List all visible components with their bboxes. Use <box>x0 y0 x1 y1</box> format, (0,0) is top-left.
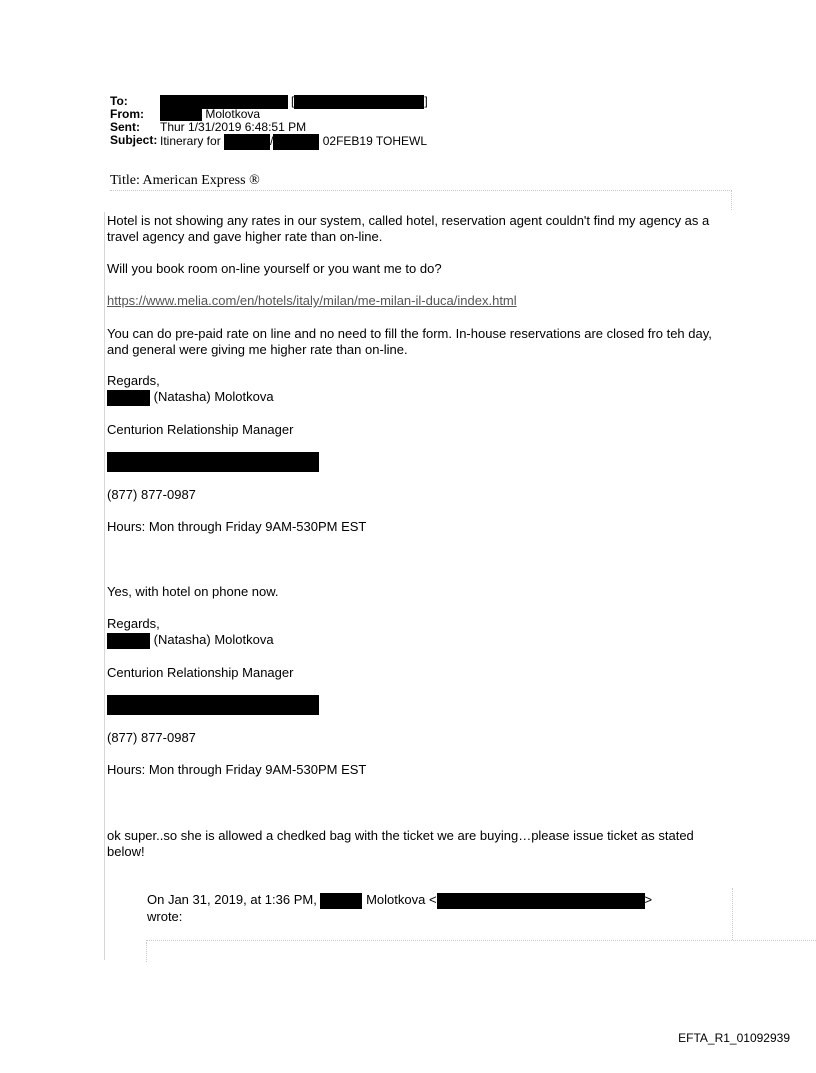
from-name: Molotkova <box>205 107 261 121</box>
redaction-box <box>107 390 150 406</box>
message2-phone: (877) 877-0987 <box>107 730 196 745</box>
signature-name: (Natasha) Molotkova <box>153 389 274 404</box>
message1-hours: Hours: Mon through Friday 9AM-530PM EST <box>107 519 367 534</box>
message2-body: Yes, with hotel on phone now. <box>107 584 279 599</box>
email-frame-border <box>104 212 105 960</box>
quote-header <box>147 892 727 925</box>
redaction-box <box>224 134 270 150</box>
message3-body: ok super..so she is allowed a chedked bag with the ticket we are buying…please issue ticket as stated below! <box>107 828 694 859</box>
subject-value: Itinerary for / 02FEB19 TOHEWL <box>160 134 427 149</box>
message1-role: Centurion Relationship Manager <box>107 422 294 437</box>
document-title: Title: American Express ® <box>110 173 260 188</box>
to-address: [ ] <box>291 94 428 109</box>
quote-wrote: wrote: <box>147 908 183 924</box>
message1-para2: Will you book room on-line yourself or you want me to do? <box>107 261 442 276</box>
redaction-box <box>320 893 362 909</box>
quote-frame-border <box>146 940 816 941</box>
message1-phone: (877) 877-0987 <box>107 487 196 502</box>
quote-frame-border <box>146 942 147 962</box>
from-label: From: <box>110 107 144 121</box>
redaction-box <box>294 95 424 109</box>
signature-name: (Natasha) Molotkova <box>153 632 274 647</box>
redaction-box <box>437 893 645 909</box>
subject-label: Subject: <box>110 133 158 147</box>
quote-name: Molotkova < <box>366 892 437 907</box>
message1-para1: Hotel is not showing any rates in our system, called hotel, reservation agent couldn't find my agency as a travel agency and gave higher rate than on-line. <box>107 213 710 244</box>
message2-regards: Regards, <box>107 616 160 631</box>
hotel-link[interactable]: https://www.melia.com/en/hotels/italy/milan/me-milan-il-duca/index.html <box>107 293 517 308</box>
sent-value: Thur 1/31/2019 6:48:51 PM <box>160 120 307 134</box>
redaction-box <box>107 695 319 715</box>
subject-suffix: 02FEB19 TOHEWL <box>322 134 427 149</box>
message1-para3: You can do pre-paid rate on line and no need to fill the form. In-house reservations are closed fro teh day, and general were giving me higher rate than on-line. <box>107 326 712 357</box>
message2-signature <box>107 632 737 649</box>
message1-regards: Regards, <box>107 373 160 388</box>
message1-signature <box>107 389 737 406</box>
quote-prefix: On Jan 31, 2019, at 1:36 PM, <box>147 892 317 907</box>
message2-hours: Hours: Mon through Friday 9AM-530PM EST <box>107 762 367 777</box>
to-label: To: <box>110 94 128 108</box>
document-id: EFTA_R1_01092939 <box>678 1031 790 1045</box>
subject-prefix: Itinerary for <box>160 134 221 149</box>
quote-frame-border <box>732 888 733 940</box>
redaction-box <box>107 452 319 472</box>
redaction-box <box>273 134 319 150</box>
email-frame-border <box>731 190 732 210</box>
sent-label: Sent: <box>110 120 140 134</box>
quote-suffix: > <box>644 892 653 907</box>
message2-role: Centurion Relationship Manager <box>107 665 294 680</box>
redaction-box <box>107 633 150 649</box>
email-frame-border <box>110 190 732 191</box>
